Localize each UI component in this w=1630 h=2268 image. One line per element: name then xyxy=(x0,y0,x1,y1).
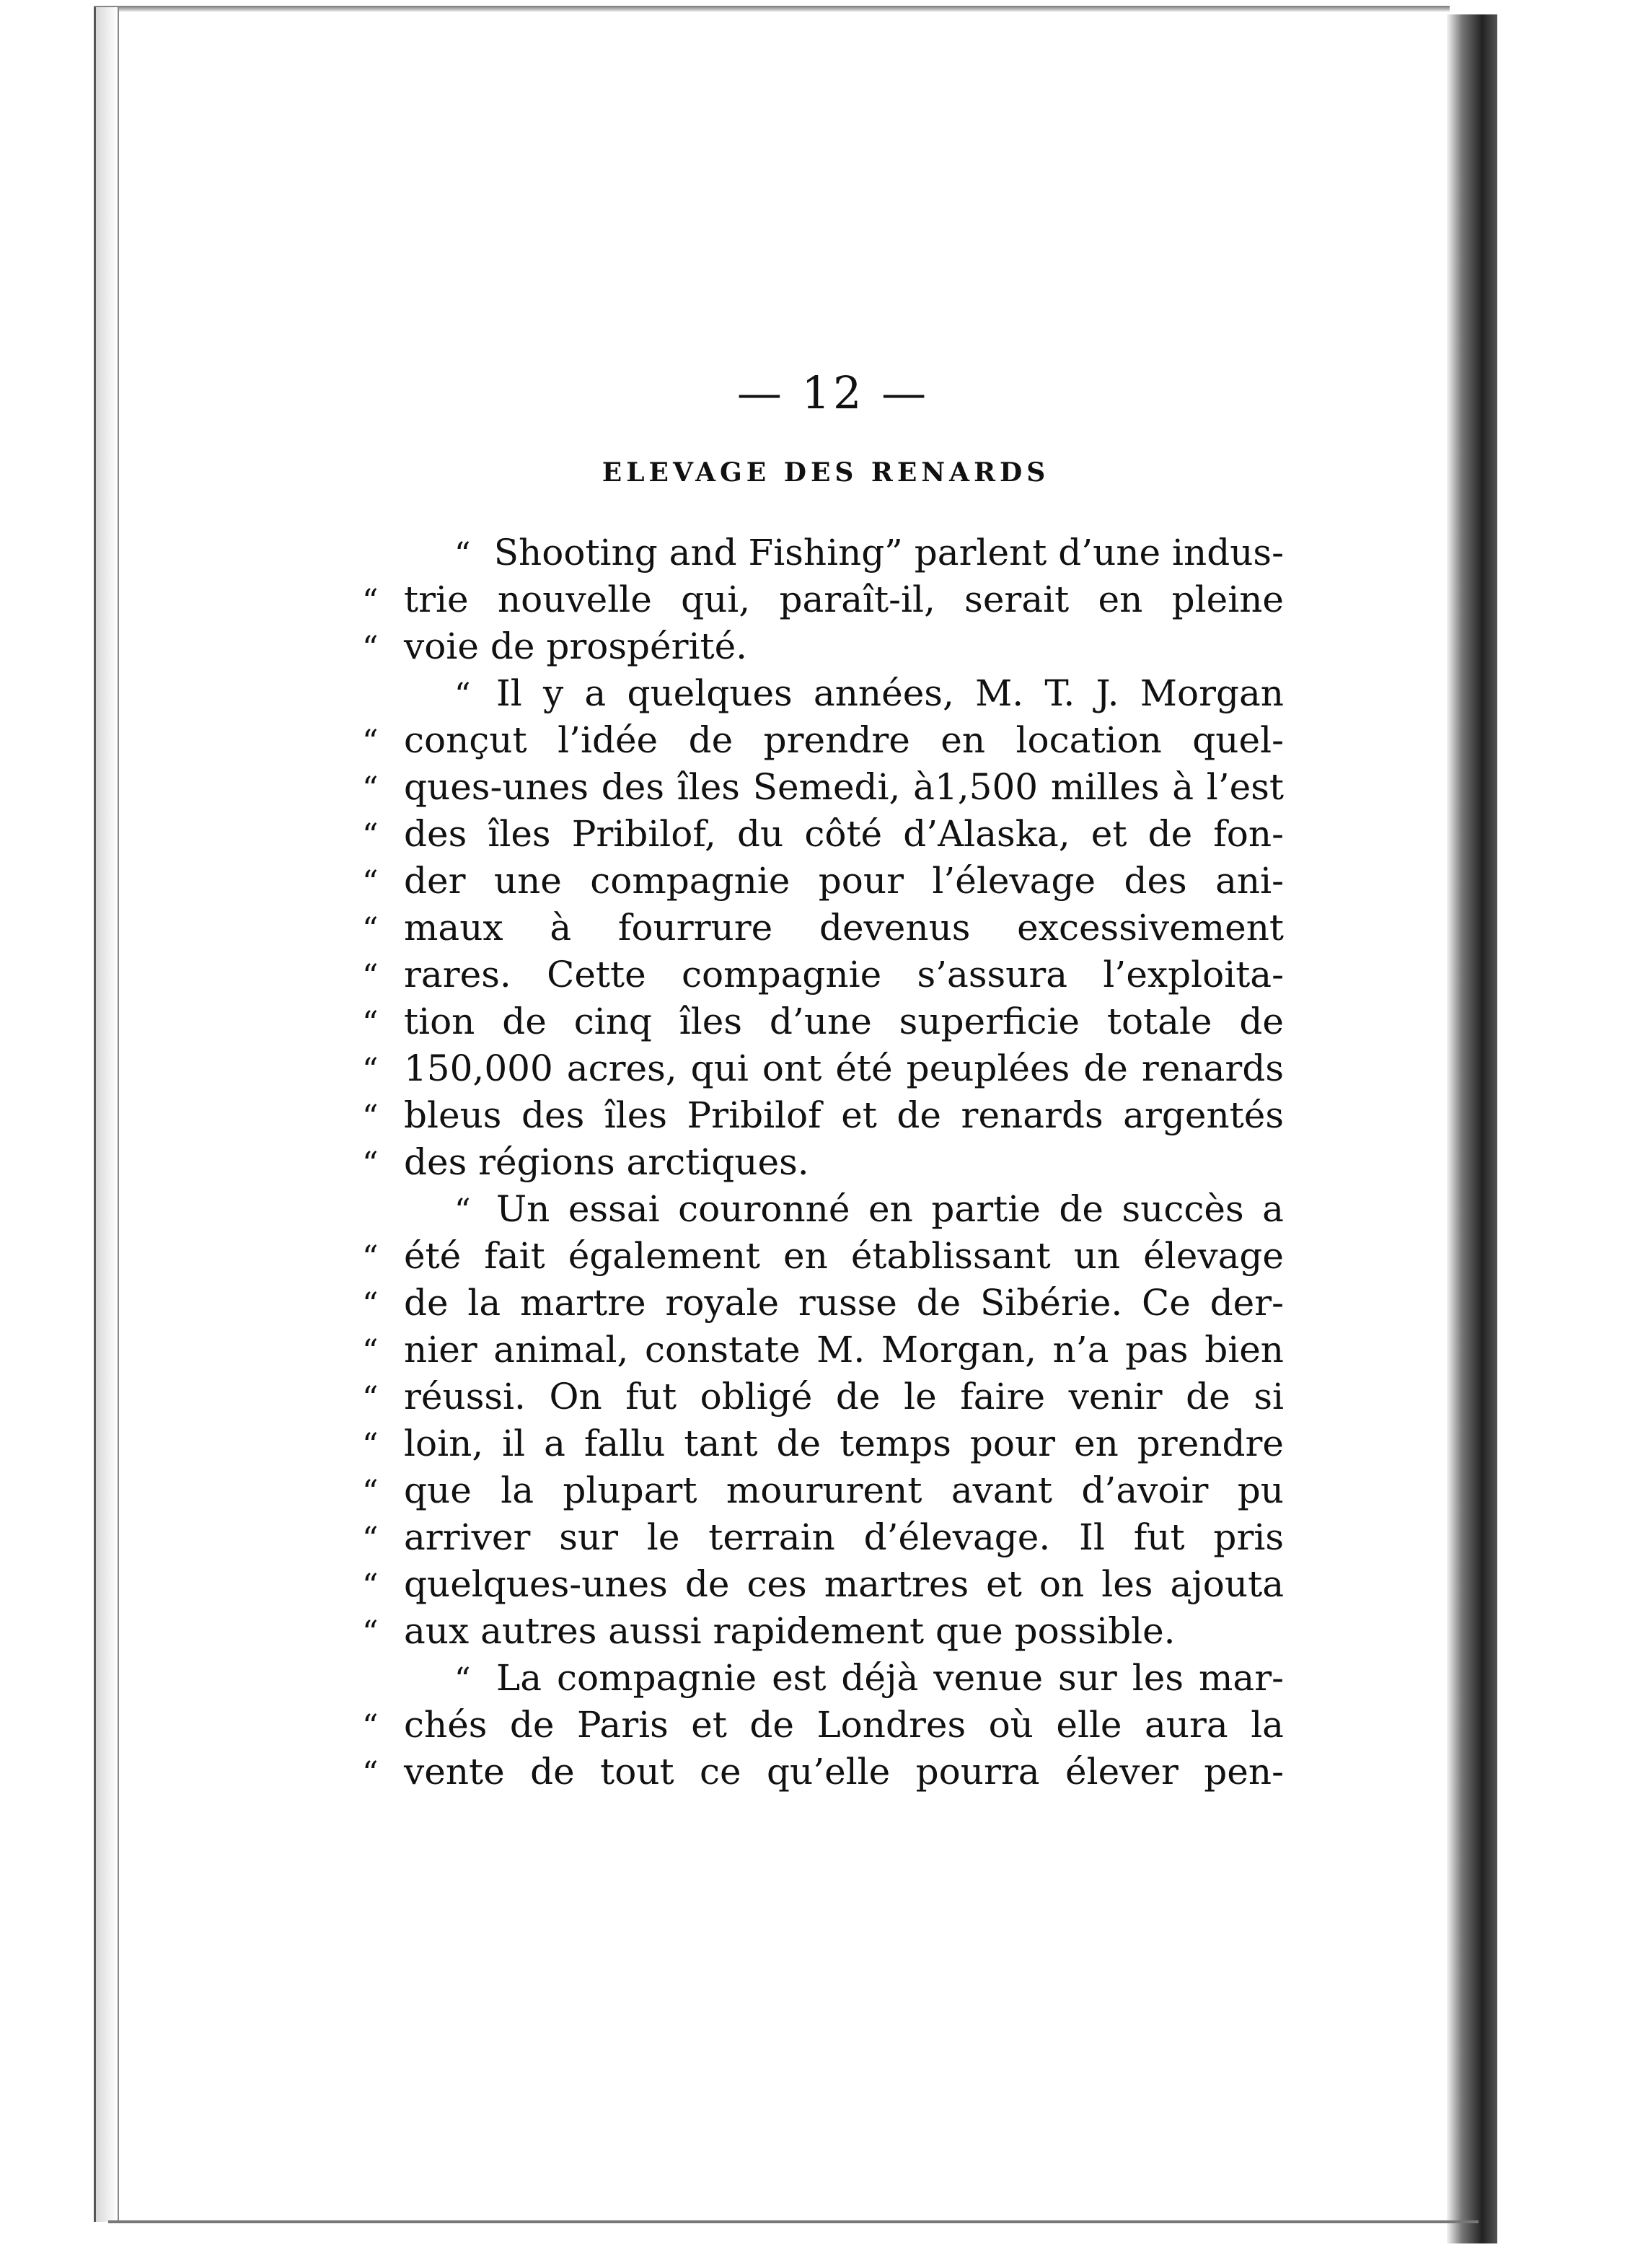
text-line xyxy=(404,529,1284,576)
line-text: nier animal, constate M. Morgan, n’a pas bien xyxy=(404,1329,1284,1371)
text-line xyxy=(362,951,1284,998)
text-line xyxy=(362,1233,1284,1280)
quote-mark: “ xyxy=(362,1614,379,1651)
line-text: tion de cinq îles d’une superficie totale de xyxy=(404,1001,1284,1042)
text-line xyxy=(362,1280,1284,1327)
text-line xyxy=(362,905,1284,951)
text-line xyxy=(362,1045,1284,1092)
quote-mark: “ xyxy=(362,1380,379,1417)
line-text: réussi. On fut obligé de le faire venir de si xyxy=(404,1376,1284,1418)
line-text: vente de tout ce qu’elle pourra élever pen- xyxy=(404,1751,1284,1793)
text-line xyxy=(362,576,1284,623)
text-line xyxy=(362,1608,1284,1655)
page-left-edge xyxy=(94,7,119,2222)
quote-mark: “ xyxy=(362,1146,379,1182)
text-line xyxy=(404,670,1284,717)
text-line xyxy=(362,1514,1284,1561)
quote-mark: “ xyxy=(362,770,379,807)
text-line xyxy=(362,811,1284,858)
line-text: ques-unes des îles Semedi, à1,500 milles à l’est xyxy=(404,766,1284,808)
quote-mark: “ xyxy=(362,1005,379,1042)
quote-mark: “ xyxy=(454,1192,471,1229)
quote-mark: “ xyxy=(362,864,379,901)
line-text: été fait également en établissant un élevage xyxy=(404,1235,1284,1277)
quote-mark: “ xyxy=(362,1708,379,1745)
text-line xyxy=(362,623,1284,670)
quote-mark: “ xyxy=(362,583,379,620)
line-text: maux à fourrure devenus excessivement xyxy=(404,907,1284,949)
quote-mark: “ xyxy=(362,630,379,667)
line-text: Un essai couronné en partie de succès a xyxy=(496,1188,1284,1230)
quote-mark: “ xyxy=(362,1521,379,1557)
line-text: Il y a quelques années, M. T. J. Morgan xyxy=(496,672,1284,714)
quote-mark: “ xyxy=(362,817,379,854)
line-text: chés de Paris et de Londres où elle aura la xyxy=(404,1704,1284,1746)
line-text: bleus des îles Pribilof et de renards argentés xyxy=(404,1094,1284,1136)
line-text: Shooting and Fishing” parlent d’une indus- xyxy=(493,532,1284,573)
quote-mark: “ xyxy=(362,1099,379,1135)
line-text: loin, il a fallu tant de temps pour en prendre xyxy=(404,1423,1284,1464)
line-text: trie nouvelle qui, paraît-il, serait en pleine xyxy=(404,579,1284,620)
text-line xyxy=(362,1139,1284,1186)
line-text: der une compagnie pour l’élevage des ani- xyxy=(404,860,1284,902)
quote-mark: “ xyxy=(362,1474,379,1511)
quote-mark: “ xyxy=(362,1052,379,1089)
text-line xyxy=(362,1561,1284,1608)
line-text: des îles Pribilof, du côté d’Alaska, et de fon- xyxy=(404,813,1284,855)
line-text: 150,000 acres, qui ont été peuplées de renards xyxy=(404,1047,1284,1089)
quote-mark: “ xyxy=(454,536,471,573)
text-line xyxy=(362,1420,1284,1467)
page-number: — 12 — xyxy=(736,366,930,419)
text-line xyxy=(404,1186,1284,1233)
running-heading: ELEVAGE DES RENARDS xyxy=(602,457,1050,488)
quote-mark: “ xyxy=(362,1427,379,1464)
line-text: La compagnie est déjà venue sur les mar- xyxy=(496,1657,1284,1699)
page-bottom-edge xyxy=(108,2220,1479,2223)
book-gutter-shadow xyxy=(1447,14,1497,2243)
page-top-edge xyxy=(94,6,1450,12)
text-line xyxy=(362,1467,1284,1514)
text-line xyxy=(404,1655,1284,1702)
text-line xyxy=(362,1702,1284,1749)
body-text xyxy=(362,529,1284,1796)
quote-mark: “ xyxy=(362,1755,379,1792)
line-text: que la plupart moururent avant d’avoir pu xyxy=(404,1469,1284,1511)
quote-mark: “ xyxy=(362,724,379,760)
quote-mark: “ xyxy=(362,1286,379,1323)
quote-mark: “ xyxy=(362,1333,379,1370)
quote-mark: “ xyxy=(454,1661,471,1698)
quote-mark: “ xyxy=(362,958,379,995)
text-line xyxy=(362,764,1284,811)
text-line xyxy=(362,1092,1284,1139)
line-text: arriver sur le terrain d’élevage. Il fut pris xyxy=(404,1516,1284,1558)
text-line xyxy=(362,858,1284,905)
line-text: voie de prospérité. xyxy=(404,625,748,667)
quote-mark: “ xyxy=(454,677,471,713)
text-line xyxy=(362,1373,1284,1420)
quote-mark: “ xyxy=(362,1239,379,1276)
quote-mark: “ xyxy=(362,1568,379,1604)
text-line xyxy=(362,1749,1284,1796)
line-text: quelques-unes de ces martres et on les ajouta xyxy=(404,1563,1284,1605)
line-text: rares. Cette compagnie s’assura l’exploita- xyxy=(404,954,1284,995)
line-text: conçut l’idée de prendre en location quel- xyxy=(404,719,1284,761)
line-text: aux autres aussi rapidement que possible. xyxy=(404,1610,1176,1652)
text-line xyxy=(362,998,1284,1045)
text-line xyxy=(362,717,1284,764)
text-line xyxy=(362,1327,1284,1373)
line-text: des régions arctiques. xyxy=(404,1141,809,1183)
quote-mark: “ xyxy=(362,911,379,948)
line-text: de la martre royale russe de Sibérie. Ce der- xyxy=(404,1282,1284,1324)
